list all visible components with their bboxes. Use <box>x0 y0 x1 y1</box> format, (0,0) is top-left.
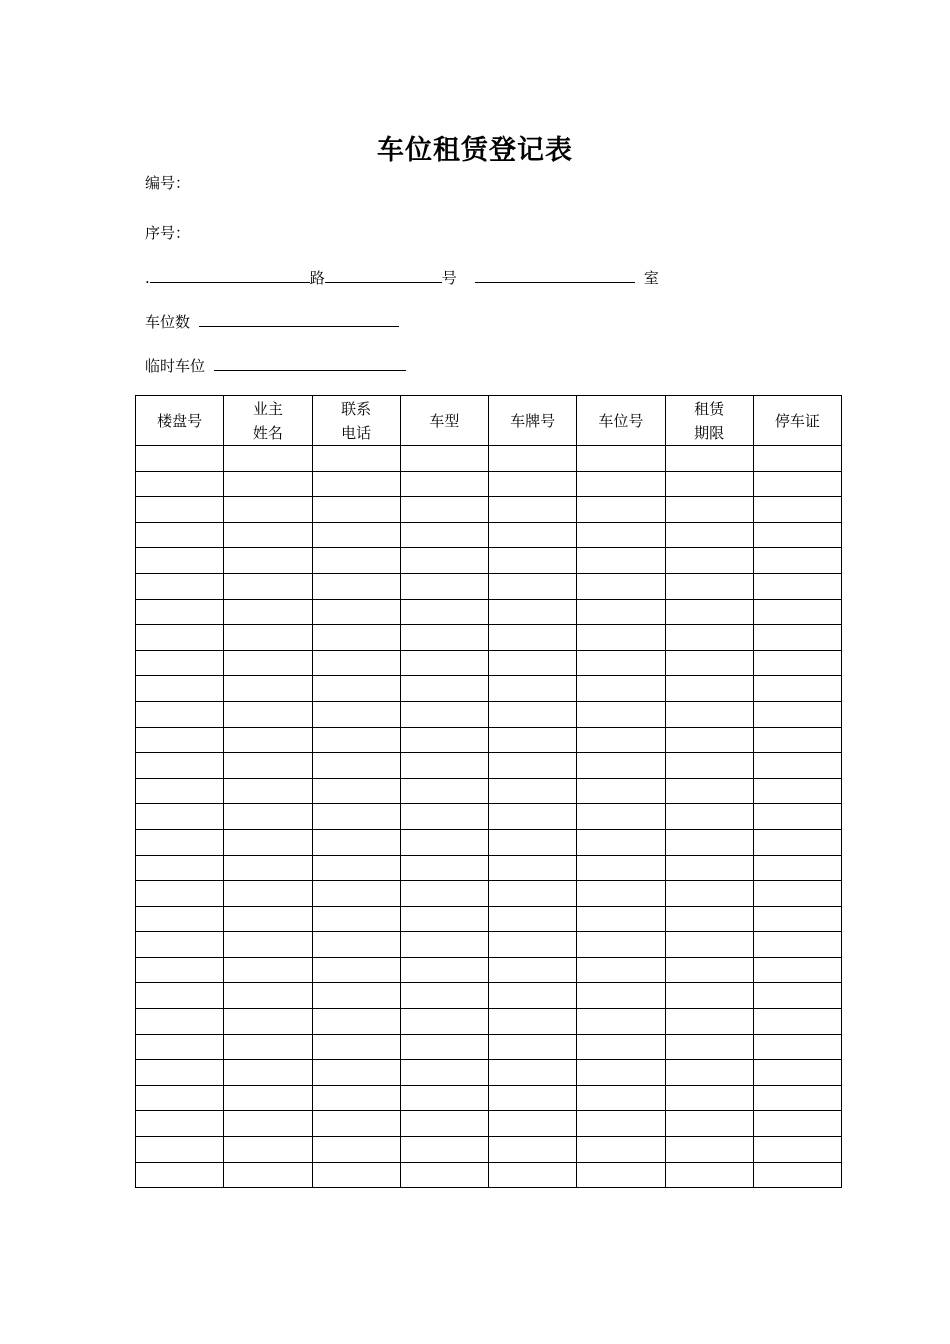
table-cell[interactable] <box>665 676 753 702</box>
table-cell[interactable] <box>489 804 577 830</box>
table-cell[interactable] <box>577 676 665 702</box>
table-cell[interactable] <box>224 1009 312 1035</box>
table-cell[interactable] <box>665 1085 753 1111</box>
table-cell[interactable] <box>136 446 224 472</box>
table-cell[interactable] <box>224 497 312 523</box>
table-cell[interactable] <box>577 1111 665 1137</box>
table-cell[interactable] <box>224 446 312 472</box>
room-number-blank[interactable] <box>475 267 635 283</box>
table-cell[interactable] <box>136 1060 224 1086</box>
table-cell[interactable] <box>312 676 400 702</box>
table-cell[interactable] <box>489 906 577 932</box>
table-cell[interactable] <box>577 1162 665 1188</box>
table-cell[interactable] <box>665 625 753 651</box>
table-cell[interactable] <box>753 1137 841 1163</box>
table-cell[interactable] <box>312 625 400 651</box>
table-cell[interactable] <box>577 446 665 472</box>
table-cell[interactable] <box>224 932 312 958</box>
table-row <box>136 1034 842 1060</box>
table-cell[interactable] <box>489 1137 577 1163</box>
table-row <box>136 1162 842 1188</box>
table-cell[interactable] <box>753 957 841 983</box>
table-cell[interactable] <box>753 471 841 497</box>
table-cell[interactable] <box>400 522 488 548</box>
table-cell[interactable] <box>489 573 577 599</box>
table-cell[interactable] <box>224 906 312 932</box>
table-cell[interactable] <box>136 650 224 676</box>
table-cell[interactable] <box>577 1009 665 1035</box>
table-row <box>136 855 842 881</box>
road-number-blank[interactable] <box>325 267 442 283</box>
table-cell[interactable] <box>136 599 224 625</box>
table-cell[interactable] <box>400 855 488 881</box>
table-cell[interactable] <box>489 727 577 753</box>
table-cell[interactable] <box>224 625 312 651</box>
table-cell[interactable] <box>400 932 488 958</box>
table-row <box>136 522 842 548</box>
table-cell[interactable] <box>577 1085 665 1111</box>
table-cell[interactable] <box>136 1137 224 1163</box>
table-cell[interactable] <box>665 1009 753 1035</box>
table-cell[interactable] <box>224 522 312 548</box>
table-cell[interactable] <box>489 676 577 702</box>
table-cell[interactable] <box>753 753 841 779</box>
table-cell[interactable] <box>312 1085 400 1111</box>
parking-count-field <box>145 311 399 332</box>
table-cell[interactable] <box>224 1034 312 1060</box>
table-row <box>136 599 842 625</box>
table-cell[interactable] <box>136 727 224 753</box>
table-cell[interactable] <box>400 983 488 1009</box>
table-row <box>136 1060 842 1086</box>
table-row <box>136 548 842 574</box>
table-cell[interactable] <box>400 727 488 753</box>
table-cell[interactable] <box>753 881 841 907</box>
table-cell[interactable] <box>753 1060 841 1086</box>
table-cell[interactable] <box>753 1034 841 1060</box>
table-row <box>136 471 842 497</box>
table-cell[interactable] <box>400 676 488 702</box>
table-cell[interactable] <box>489 829 577 855</box>
table-cell[interactable] <box>489 1009 577 1035</box>
table-cell[interactable] <box>753 855 841 881</box>
table-cell[interactable] <box>400 778 488 804</box>
table-cell[interactable] <box>753 1085 841 1111</box>
table-cell[interactable] <box>753 599 841 625</box>
table-cell[interactable] <box>665 446 753 472</box>
table-cell[interactable] <box>665 778 753 804</box>
table-cell[interactable] <box>136 778 224 804</box>
table-cell[interactable] <box>400 650 488 676</box>
table-cell[interactable] <box>312 957 400 983</box>
table-cell[interactable] <box>224 881 312 907</box>
table-cell[interactable] <box>312 1009 400 1035</box>
table-cell[interactable] <box>400 1162 488 1188</box>
table-cell[interactable] <box>400 753 488 779</box>
table-cell[interactable] <box>753 676 841 702</box>
table-cell[interactable] <box>665 855 753 881</box>
table-cell[interactable] <box>400 906 488 932</box>
table-cell[interactable] <box>136 829 224 855</box>
table-cell[interactable] <box>753 1162 841 1188</box>
address-prefix: . <box>145 269 150 287</box>
table-cell[interactable] <box>312 778 400 804</box>
table-cell[interactable] <box>312 522 400 548</box>
table-cell[interactable] <box>665 548 753 574</box>
table-cell[interactable] <box>665 1137 753 1163</box>
table-cell[interactable] <box>665 497 753 523</box>
table-cell[interactable] <box>577 548 665 574</box>
table-cell[interactable] <box>753 932 841 958</box>
table-cell[interactable] <box>400 573 488 599</box>
table-cell[interactable] <box>665 471 753 497</box>
table-cell[interactable] <box>577 957 665 983</box>
table-cell[interactable] <box>224 957 312 983</box>
table-row <box>136 1137 842 1163</box>
table-cell[interactable] <box>136 906 224 932</box>
table-cell[interactable] <box>400 471 488 497</box>
table-cell[interactable] <box>224 676 312 702</box>
table-cell[interactable] <box>312 573 400 599</box>
header-parking-permit: 停车证 <box>753 396 841 446</box>
table-cell[interactable] <box>489 1162 577 1188</box>
table-cell[interactable] <box>400 1060 488 1086</box>
table-cell[interactable] <box>753 804 841 830</box>
table-cell[interactable] <box>136 855 224 881</box>
temporary-parking-field <box>145 355 406 376</box>
table-cell[interactable] <box>224 599 312 625</box>
table-cell[interactable] <box>224 1085 312 1111</box>
table-cell[interactable] <box>312 1034 400 1060</box>
table-cell[interactable] <box>224 727 312 753</box>
table-cell[interactable] <box>312 753 400 779</box>
table-cell[interactable] <box>577 701 665 727</box>
table-cell[interactable] <box>400 701 488 727</box>
table-cell[interactable] <box>489 1111 577 1137</box>
table-cell[interactable] <box>489 522 577 548</box>
sequence-label: 序号： <box>145 224 191 242</box>
table-row <box>136 804 842 830</box>
table-cell[interactable] <box>489 548 577 574</box>
table-cell[interactable] <box>312 727 400 753</box>
table-cell[interactable] <box>224 1060 312 1086</box>
table-cell[interactable] <box>312 548 400 574</box>
table-cell[interactable] <box>136 957 224 983</box>
table-cell[interactable] <box>577 471 665 497</box>
table-cell[interactable] <box>224 471 312 497</box>
table-cell[interactable] <box>312 829 400 855</box>
table-cell[interactable] <box>489 778 577 804</box>
table-cell[interactable] <box>136 881 224 907</box>
room-label: 室 <box>643 269 659 287</box>
header-lease-term: 租赁 期限 <box>665 396 753 446</box>
table-cell[interactable] <box>400 881 488 907</box>
table-cell[interactable] <box>577 727 665 753</box>
table-cell[interactable] <box>577 829 665 855</box>
table-cell[interactable] <box>224 983 312 1009</box>
registration-table <box>135 395 842 1188</box>
table-cell[interactable] <box>224 548 312 574</box>
table-cell[interactable] <box>136 497 224 523</box>
table-cell[interactable] <box>400 1009 488 1035</box>
table-row <box>136 957 842 983</box>
table-cell[interactable] <box>312 855 400 881</box>
table-cell[interactable] <box>753 522 841 548</box>
table-cell[interactable] <box>665 701 753 727</box>
table-cell[interactable] <box>489 881 577 907</box>
table-cell[interactable] <box>577 599 665 625</box>
table-cell[interactable] <box>312 1162 400 1188</box>
table-cell[interactable] <box>577 1060 665 1086</box>
table-cell[interactable] <box>136 573 224 599</box>
table-cell[interactable] <box>224 1162 312 1188</box>
table-row <box>136 701 842 727</box>
table-cell[interactable] <box>400 1085 488 1111</box>
table-cell[interactable] <box>665 932 753 958</box>
header-owner-name: 业主 姓名 <box>224 396 312 446</box>
address-field <box>145 267 659 288</box>
table-row <box>136 753 842 779</box>
table-cell[interactable] <box>136 522 224 548</box>
table-cell[interactable] <box>665 1162 753 1188</box>
table-cell[interactable] <box>136 625 224 651</box>
table-cell[interactable] <box>400 548 488 574</box>
table-cell[interactable] <box>577 804 665 830</box>
table-cell[interactable] <box>312 804 400 830</box>
table-cell[interactable] <box>400 1137 488 1163</box>
table-cell[interactable] <box>753 1009 841 1035</box>
table-cell[interactable] <box>753 573 841 599</box>
table-cell[interactable] <box>665 650 753 676</box>
parking-count-blank[interactable] <box>199 311 399 327</box>
table-cell[interactable] <box>224 829 312 855</box>
table-cell[interactable] <box>665 957 753 983</box>
serial-code-field <box>145 173 190 193</box>
table-cell[interactable] <box>577 932 665 958</box>
table-cell[interactable] <box>489 983 577 1009</box>
table-cell[interactable] <box>400 446 488 472</box>
table-cell[interactable] <box>489 855 577 881</box>
table-cell[interactable] <box>665 599 753 625</box>
table-cell[interactable] <box>400 599 488 625</box>
table-cell[interactable] <box>665 1034 753 1060</box>
table-row <box>136 906 842 932</box>
table-cell[interactable] <box>577 906 665 932</box>
table-cell[interactable] <box>224 778 312 804</box>
table-cell[interactable] <box>136 1162 224 1188</box>
table-cell[interactable] <box>753 778 841 804</box>
table-row <box>136 932 842 958</box>
table-cell[interactable] <box>312 1060 400 1086</box>
table-cell[interactable] <box>136 1111 224 1137</box>
table-cell[interactable] <box>312 497 400 523</box>
table-cell[interactable] <box>224 753 312 779</box>
table-cell[interactable] <box>400 1034 488 1060</box>
table-cell[interactable] <box>665 906 753 932</box>
road-name-blank[interactable] <box>150 267 310 283</box>
table-cell[interactable] <box>489 1085 577 1111</box>
sequence-field <box>145 223 190 243</box>
table-row <box>136 778 842 804</box>
table-cell[interactable] <box>753 1111 841 1137</box>
table-cell[interactable] <box>665 753 753 779</box>
table-cell[interactable] <box>489 957 577 983</box>
header-parking-number: 车位号 <box>577 396 665 446</box>
table-cell[interactable] <box>136 701 224 727</box>
table-cell[interactable] <box>665 983 753 1009</box>
table-cell[interactable] <box>753 497 841 523</box>
table-cell[interactable] <box>312 881 400 907</box>
table-cell[interactable] <box>400 829 488 855</box>
table-cell[interactable] <box>665 881 753 907</box>
table-cell[interactable] <box>136 932 224 958</box>
table-row <box>136 983 842 1009</box>
document-title: 车位租赁登记表 <box>377 135 573 166</box>
table-cell[interactable] <box>753 906 841 932</box>
table-row <box>136 829 842 855</box>
table-cell[interactable] <box>312 446 400 472</box>
table-cell[interactable] <box>136 676 224 702</box>
table-cell[interactable] <box>753 625 841 651</box>
table-cell[interactable] <box>577 497 665 523</box>
table-cell[interactable] <box>312 983 400 1009</box>
table-row <box>136 676 842 702</box>
table-cell[interactable] <box>400 957 488 983</box>
table-cell[interactable] <box>665 1060 753 1086</box>
table-cell[interactable] <box>577 1137 665 1163</box>
number-label: 号 <box>441 269 457 287</box>
temporary-parking-blank[interactable] <box>214 355 406 371</box>
table-cell[interactable] <box>753 446 841 472</box>
table-cell[interactable] <box>224 855 312 881</box>
serial-code-label: 编号： <box>145 174 191 192</box>
table-cell[interactable] <box>400 804 488 830</box>
table-cell[interactable] <box>489 753 577 779</box>
table-cell[interactable] <box>753 701 841 727</box>
table-cell[interactable] <box>489 1034 577 1060</box>
table-cell[interactable] <box>400 625 488 651</box>
table-cell[interactable] <box>577 1034 665 1060</box>
table-cell[interactable] <box>489 625 577 651</box>
table-cell[interactable] <box>224 1137 312 1163</box>
table-cell[interactable] <box>312 1137 400 1163</box>
table-row <box>136 1009 842 1035</box>
table-row <box>136 497 842 523</box>
table-cell[interactable] <box>312 599 400 625</box>
header-contact-phone: 联系 电话 <box>312 396 400 446</box>
table-cell[interactable] <box>577 881 665 907</box>
table-cell[interactable] <box>753 727 841 753</box>
table-cell[interactable] <box>312 932 400 958</box>
table-cell[interactable] <box>577 753 665 779</box>
table-row <box>136 727 842 753</box>
table-cell[interactable] <box>753 650 841 676</box>
table-cell[interactable] <box>400 1111 488 1137</box>
table-cell[interactable] <box>489 932 577 958</box>
table-cell[interactable] <box>489 497 577 523</box>
table-cell[interactable] <box>489 599 577 625</box>
header-plate-number: 车牌号 <box>489 396 577 446</box>
table-cell[interactable] <box>224 701 312 727</box>
table-cell[interactable] <box>489 471 577 497</box>
table-row <box>136 1085 842 1111</box>
table-row <box>136 650 842 676</box>
table-row <box>136 446 842 472</box>
table-cell[interactable] <box>400 497 488 523</box>
table-cell[interactable] <box>665 727 753 753</box>
table-cell[interactable] <box>577 522 665 548</box>
table-cell[interactable] <box>577 573 665 599</box>
table-cell[interactable] <box>577 855 665 881</box>
temporary-parking-label: 临时车位 <box>145 357 206 375</box>
header-car-model: 车型 <box>400 396 488 446</box>
table-cell[interactable] <box>577 625 665 651</box>
table-cell[interactable] <box>136 1085 224 1111</box>
table-cell[interactable] <box>489 446 577 472</box>
table-cell[interactable] <box>312 650 400 676</box>
table-cell[interactable] <box>312 471 400 497</box>
table-cell[interactable] <box>665 1111 753 1137</box>
table-cell[interactable] <box>136 1009 224 1035</box>
table-cell[interactable] <box>136 753 224 779</box>
table-cell[interactable] <box>136 471 224 497</box>
table-cell[interactable] <box>665 522 753 548</box>
table-cell[interactable] <box>753 829 841 855</box>
header-building-number: 楼盘号 <box>136 396 224 446</box>
table-row <box>136 881 842 907</box>
table-cell[interactable] <box>577 650 665 676</box>
table-cell[interactable] <box>136 1034 224 1060</box>
table-cell[interactable] <box>665 829 753 855</box>
table-cell[interactable] <box>489 701 577 727</box>
table-cell[interactable] <box>577 778 665 804</box>
table-cell[interactable] <box>665 804 753 830</box>
parking-count-label: 车位数 <box>145 313 191 331</box>
table-body <box>136 446 842 1188</box>
road-label: 路 <box>309 269 325 287</box>
table-header-row <box>136 396 842 446</box>
table-row <box>136 625 842 651</box>
table-cell[interactable] <box>665 573 753 599</box>
table-cell[interactable] <box>224 804 312 830</box>
table-cell[interactable] <box>489 650 577 676</box>
table-cell[interactable] <box>224 573 312 599</box>
table-cell[interactable] <box>136 983 224 1009</box>
table-cell[interactable] <box>136 548 224 574</box>
table-row <box>136 573 842 599</box>
table-row <box>136 1111 842 1137</box>
table-cell[interactable] <box>312 1111 400 1137</box>
table-cell[interactable] <box>577 983 665 1009</box>
table-cell[interactable] <box>312 701 400 727</box>
table-cell[interactable] <box>224 1111 312 1137</box>
table-cell[interactable] <box>312 906 400 932</box>
table-cell[interactable] <box>489 1060 577 1086</box>
table-cell[interactable] <box>136 804 224 830</box>
table-cell[interactable] <box>753 548 841 574</box>
table-cell[interactable] <box>753 983 841 1009</box>
table-cell[interactable] <box>224 650 312 676</box>
